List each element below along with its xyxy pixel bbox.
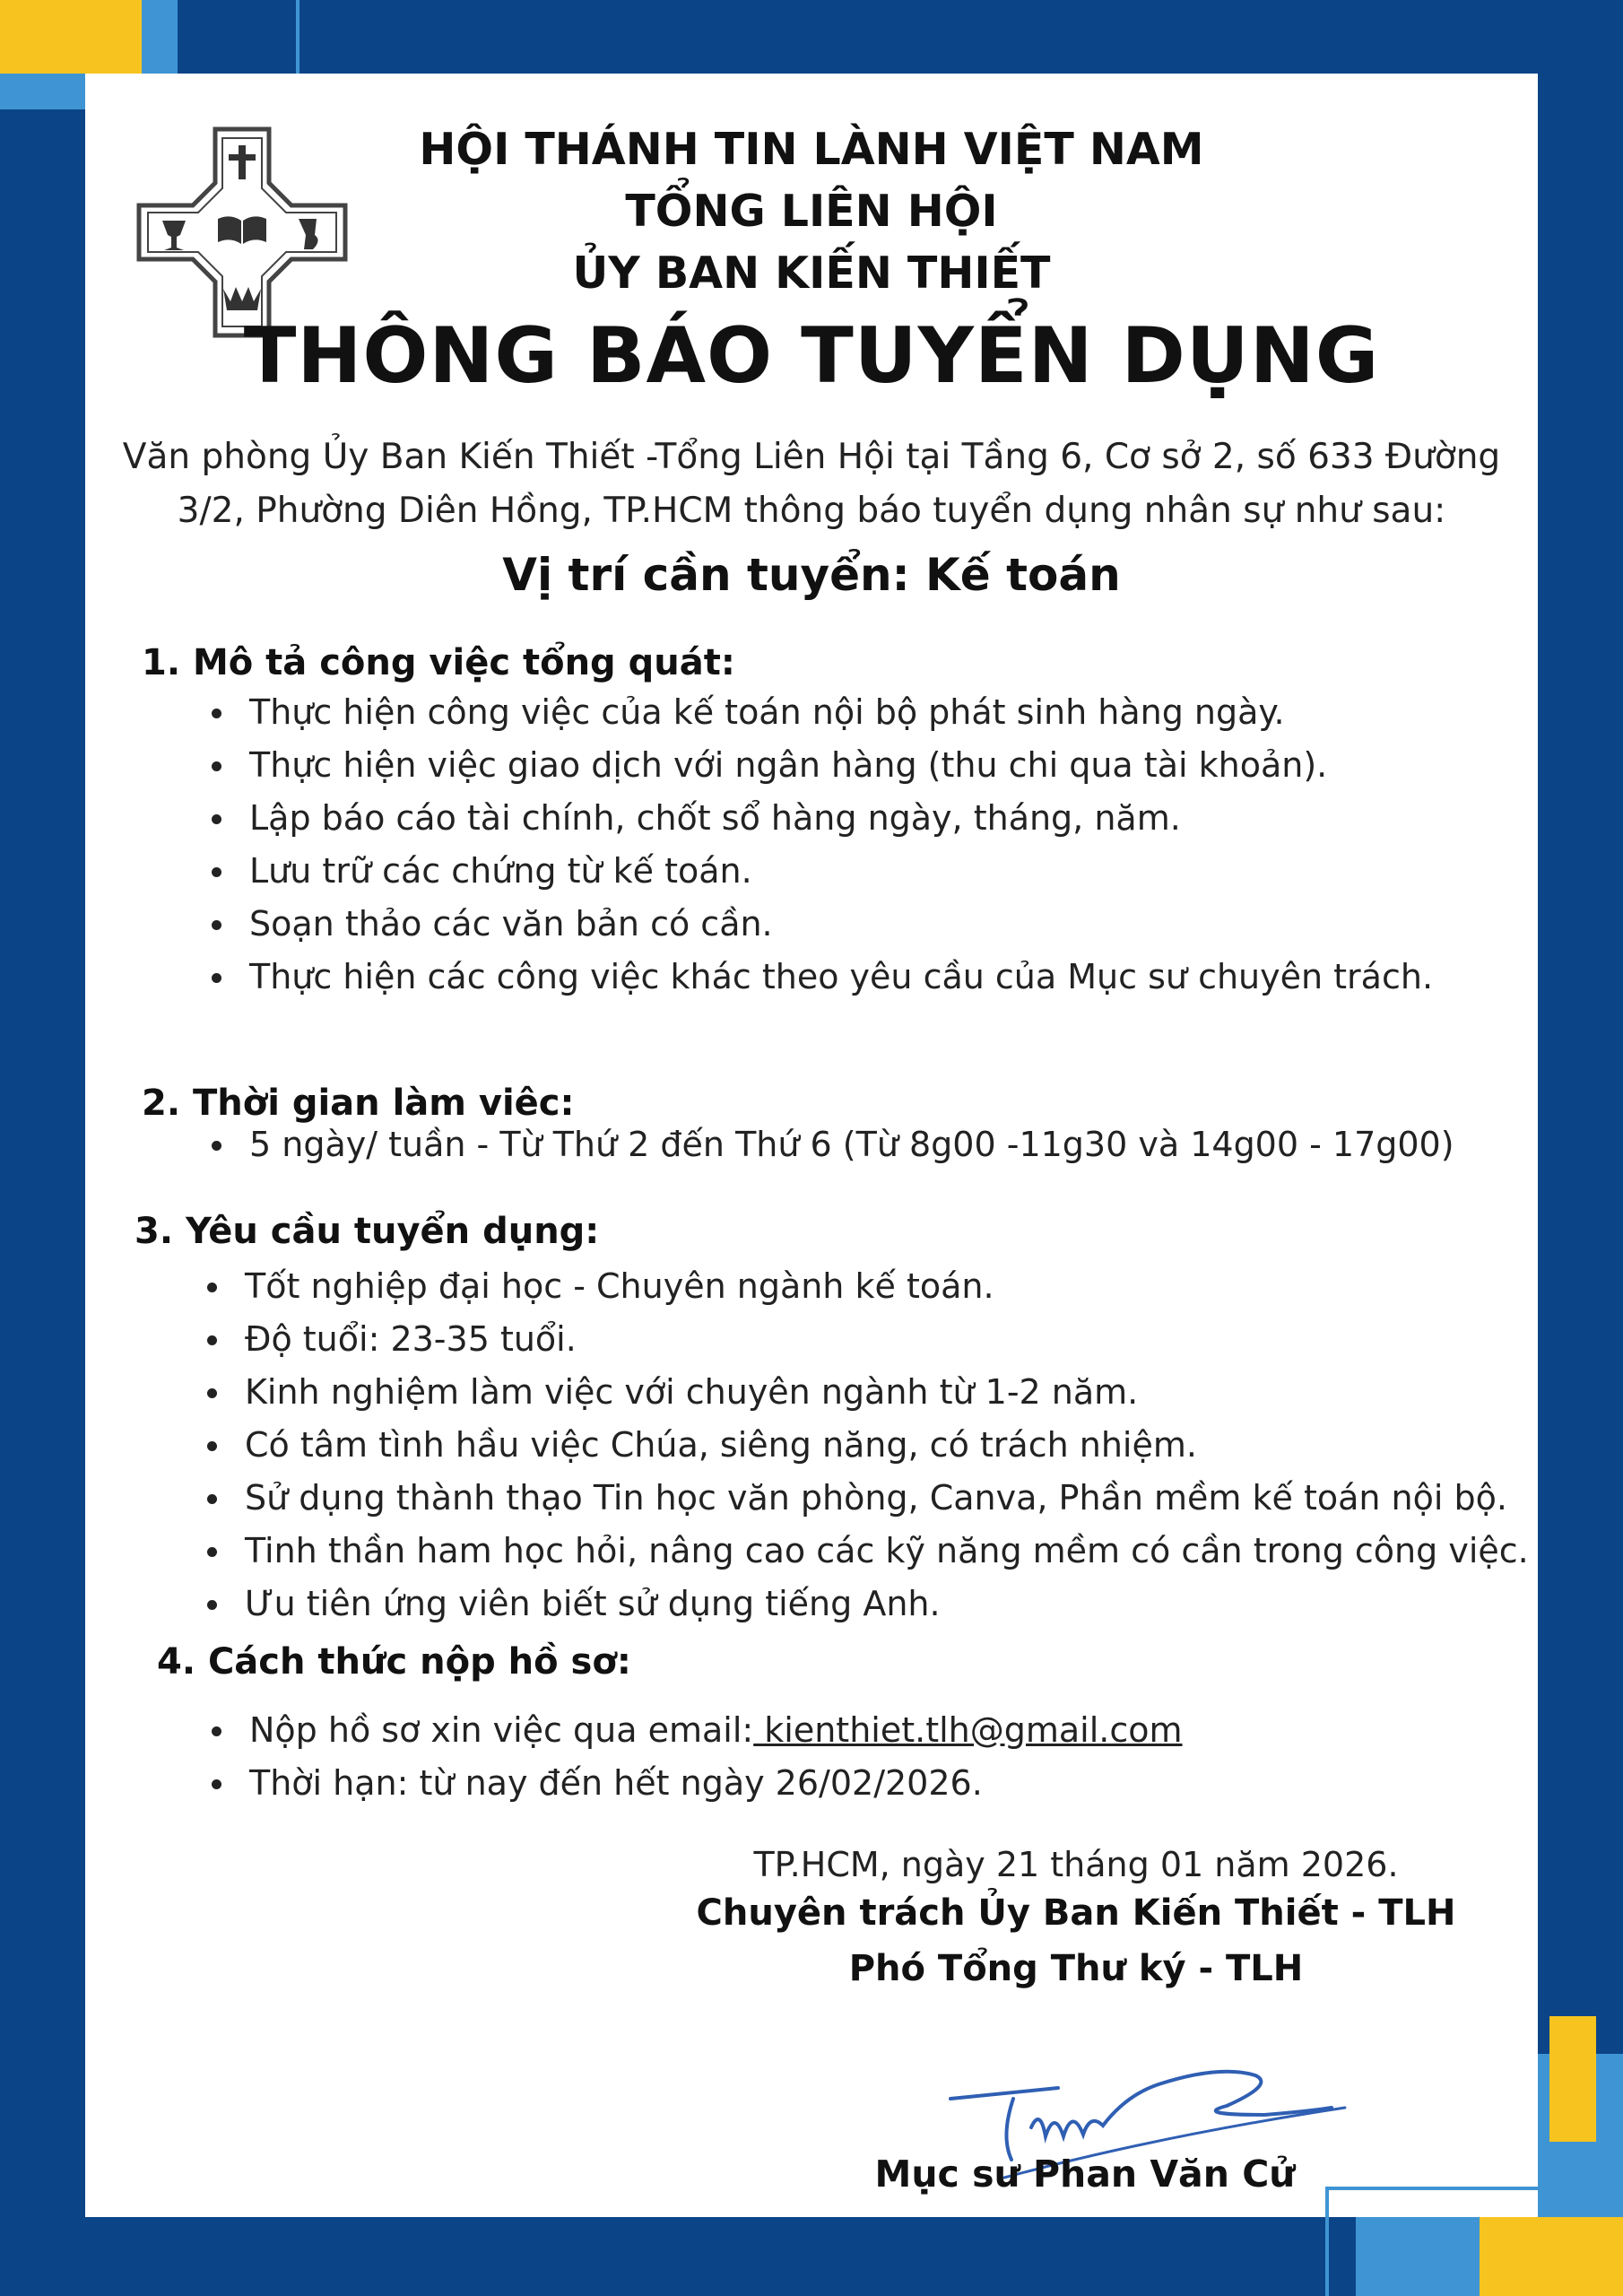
header-line-committee: ỦY BAN KIẾN THIẾT	[572, 248, 1051, 299]
list-item: Độ tuổi: 23-35 tuổi.	[202, 1313, 1529, 1366]
section-2-title: 2. Thời gian làm viêc:	[142, 1083, 575, 1124]
list-item: Tinh thần ham học hỏi, nâng cao các kỹ năng mềm có cần trong công việc.	[202, 1525, 1529, 1578]
list-item: Soạn thảo các văn bản có cần.	[206, 898, 1433, 951]
intro-line-2: 3/2, Phường Diên Hồng, TP.HCM thông báo tuyển dụng nhân sự như sau:	[177, 491, 1446, 531]
intro-line-1: Văn phòng Ủy Ban Kiến Thiết -Tổng Liên Hội tại Tầng 6, Cơ sở 2, số 633 Đường	[122, 437, 1501, 477]
section-1-title: 1. Mô tả công việc tổng quát:	[142, 642, 735, 683]
corner-line-bottom-vertical	[1325, 2188, 1329, 2296]
position-heading: Vị trí cần tuyển: Kế toán	[502, 549, 1121, 601]
list-item: Sử dụng thành thạo Tin học văn phòng, Canva, Phần mềm kế toán nội bộ.	[202, 1472, 1529, 1525]
section-4-list	[206, 1704, 1183, 1810]
closing-role-1: Chuyên trách Ủy Ban Kiến Thiết - TLH	[696, 1892, 1456, 1934]
section-1-list	[206, 686, 1433, 1004]
list-item: Thực hiện việc giao dịch với ngân hàng (thu chi qua tài khoản).	[206, 739, 1433, 792]
closing-date: TP.HCM, ngày 21 tháng 01 năm 2026.	[753, 1845, 1399, 1884]
corner-block-yellow-bottom	[1480, 2217, 1623, 2296]
email-link[interactable]: kienthiet.tlh@gmail.com	[753, 1710, 1183, 1750]
corner-block-yellow-right-top	[1549, 2016, 1596, 2142]
organization-header	[85, 118, 1538, 304]
section-4-title: 4. Cách thức nộp hồ sơ:	[157, 1641, 631, 1683]
section-3-title: 3. Yêu cầu tuyển dụng:	[135, 1211, 600, 1252]
section-3-list	[202, 1260, 1529, 1631]
list-item: 5 ngày/ tuần - Từ Thứ 2 đến Thứ 6 (Từ 8g00 -11g30 và 14g00 - 17g00)	[206, 1118, 1454, 1171]
signer-name: Mục sư Phan Văn Cử	[874, 2152, 1296, 2196]
list-item: Lưu trữ các chứng từ kế toán.	[206, 845, 1433, 898]
list-item: Có tâm tình hầu việc Chúa, siêng năng, có trách nhiệm.	[202, 1419, 1529, 1472]
list-item-deadline: Thời hạn: từ nay đến hết ngày 26/02/2026.	[206, 1757, 1183, 1810]
notice-paper	[85, 74, 1538, 2217]
list-item: Ưu tiên ứng viên biết sử dụng tiếng Anh.	[202, 1578, 1529, 1631]
list-item-email	[206, 1704, 1183, 1757]
list-item: Lập báo cáo tài chính, chốt sổ hàng ngày, tháng, năm.	[206, 792, 1433, 845]
email-prefix: Nộp hồ sơ xin việc qua email:	[249, 1710, 754, 1750]
header-line-union: TỔNG LIÊN HỘI	[625, 186, 998, 237]
corner-block-yellow-top	[0, 0, 142, 74]
corner-line-top-vertical	[296, 0, 299, 74]
list-item: Thực hiện công việc của kế toán nội bộ phát sinh hàng ngày.	[206, 686, 1433, 739]
closing-role-2: Phó Tổng Thư ký - TLH	[848, 1948, 1304, 1989]
list-item: Kinh nghiệm làm việc với chuyên ngành từ 1-2 năm.	[202, 1366, 1529, 1419]
page-title: THÔNG BÁO TUYỂN DỤNG	[243, 311, 1380, 401]
list-item: Thực hiện các công việc khác theo yêu cầu của Mục sư chuyên trách.	[206, 951, 1433, 1004]
corner-line-bottom	[1325, 2187, 1623, 2190]
intro-paragraph	[112, 430, 1511, 538]
list-item: Tốt nghiệp đại học - Chuyên ngành kế toán.	[202, 1260, 1529, 1313]
header-line-church: HỘI THÁNH TIN LÀNH VIỆT NAM	[419, 124, 1204, 175]
section-2-list	[206, 1118, 1454, 1171]
